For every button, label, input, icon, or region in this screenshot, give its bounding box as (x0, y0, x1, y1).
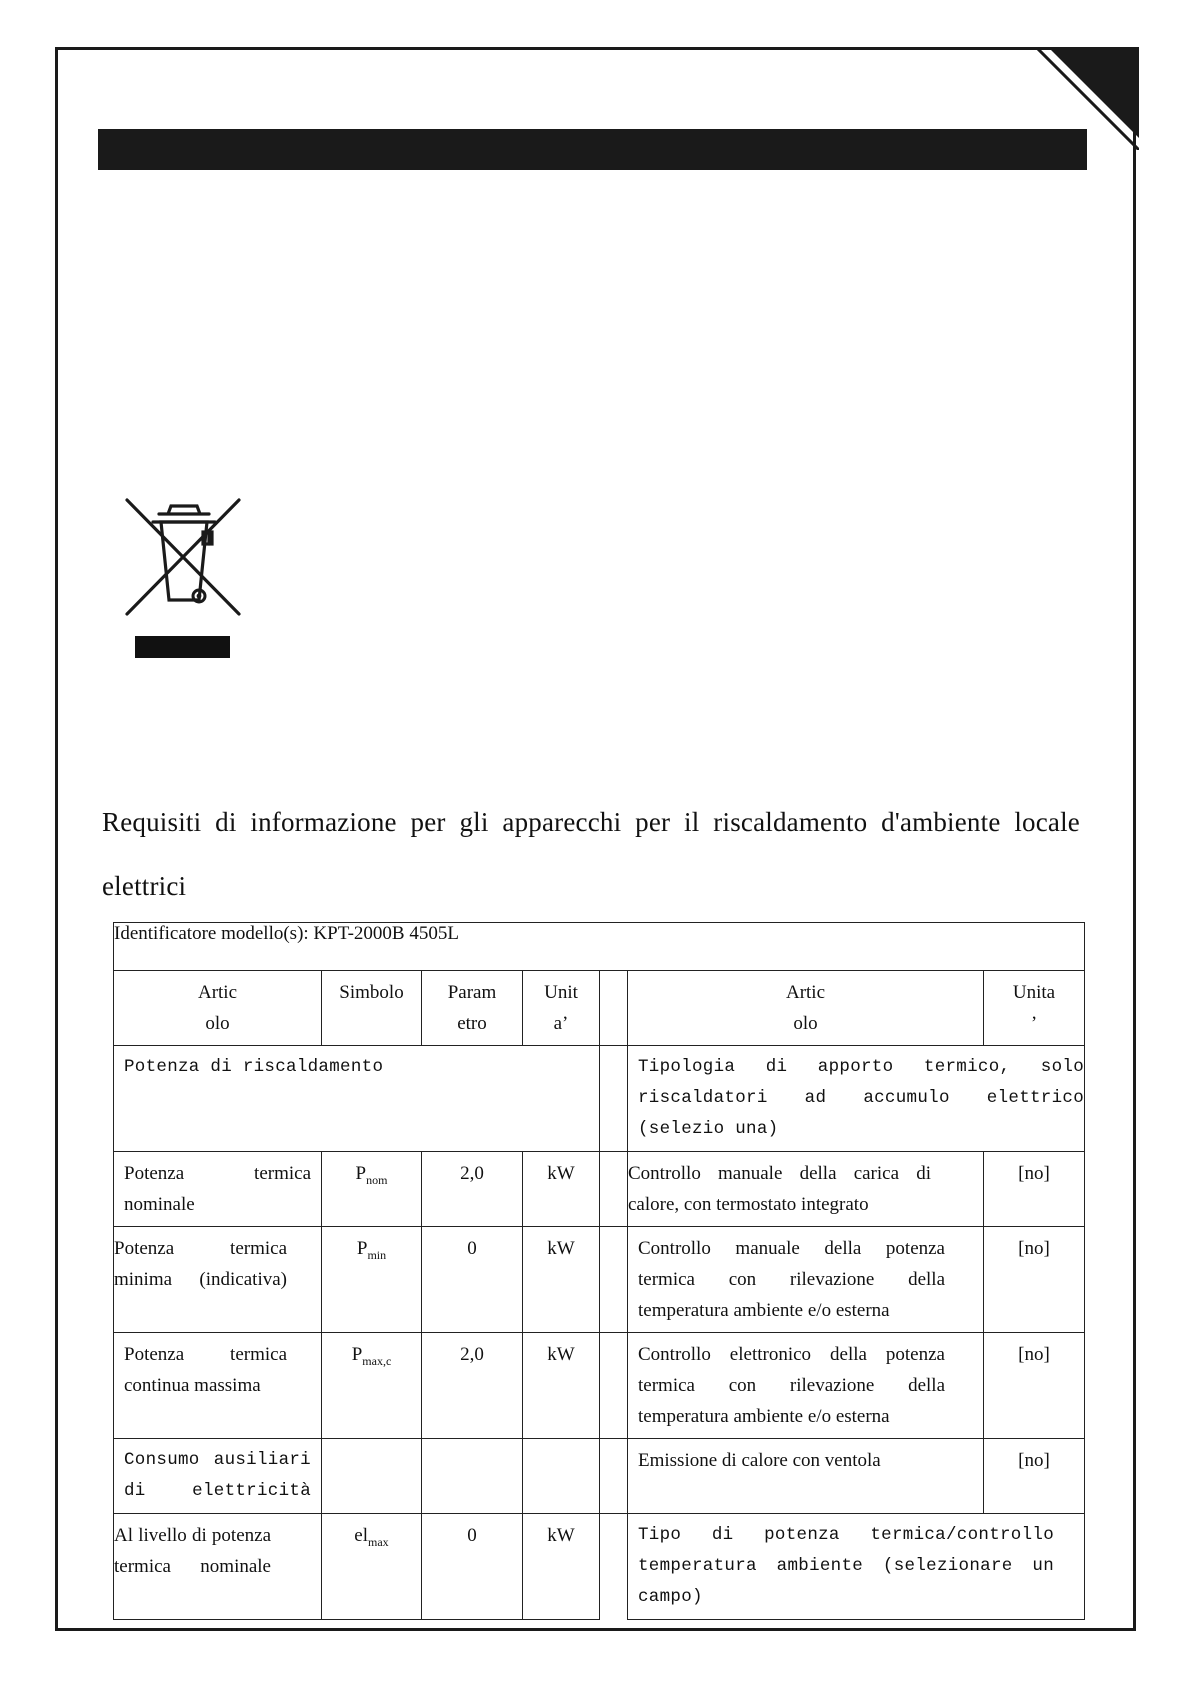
row-symbol-sub: max,c (362, 1353, 392, 1368)
header-bar (98, 129, 1087, 170)
row-value: 0 (422, 1514, 523, 1620)
row-right-value: [no] (984, 1227, 1085, 1333)
col-header-right-unita (984, 971, 1085, 1046)
row-symbol-main: el (354, 1525, 369, 1546)
row-item: Potenza termica nominale (114, 1152, 322, 1227)
page-heading: Requisiti di informazione per gli apparecchi per il riscaldamento d'ambiente locale elettrici (102, 807, 1080, 901)
col-header-articolo (114, 971, 322, 1046)
right-section-title: Tipologia di apporto termico, solo riscaldatori ad accumulo elettrico (selezio una) (628, 1046, 1085, 1152)
row-right-value: [no] (984, 1152, 1085, 1227)
row-symbol (322, 1333, 422, 1439)
row-right-item: Controllo manuale della carica di calore, con termostato integrato (628, 1152, 984, 1227)
row-right-item: Emissione di calore con ventola (628, 1439, 984, 1514)
row-symbol (322, 1514, 422, 1620)
row-unit: kW (523, 1227, 600, 1333)
row-symbol-main: P (356, 1238, 368, 1259)
col-header-unita-line2: a’ (553, 1013, 569, 1034)
row-item: Consumo ausiliari di elettricità (114, 1439, 322, 1514)
row-value: 2,0 (422, 1333, 523, 1439)
column-gap (600, 1333, 628, 1439)
row-unit: kW (523, 1152, 600, 1227)
table-row (114, 1227, 1085, 1333)
col-header-simbolo: Simbolo (322, 971, 422, 1046)
row-symbol-sub: nom (366, 1172, 388, 1187)
row-item: Al livello di potenza termica nominale (114, 1514, 322, 1620)
column-gap (600, 1439, 628, 1514)
row-right-item: Controllo manuale della potenza termica con rilevazione della temperatura ambiente e/o esterna (628, 1227, 984, 1333)
column-gap (600, 971, 628, 1046)
table-row (114, 1152, 1085, 1227)
row-unit (523, 1439, 600, 1514)
row-right-value: [no] (984, 1333, 1085, 1439)
row-symbol-main: P (355, 1163, 367, 1184)
section-row (114, 1046, 1085, 1152)
col-header-right-unita-line1: Unita (1012, 982, 1056, 1003)
header-row (114, 971, 1085, 1046)
model-row (114, 923, 1085, 971)
table-row (114, 1333, 1085, 1439)
col-header-right-articolo (628, 971, 984, 1046)
column-gap (600, 1046, 628, 1152)
row-item: Potenza termica continua massima (114, 1333, 322, 1439)
column-gap (600, 1514, 628, 1620)
col-header-right-unita-line2: ’ (1030, 1013, 1038, 1034)
row-right-item: Controllo elettronico della potenza termica con rilevazione della temperatura ambiente e/o esterna (628, 1333, 984, 1439)
row-value (422, 1439, 523, 1514)
row-unit: kW (523, 1333, 600, 1439)
row-value: 2,0 (422, 1152, 523, 1227)
row-value: 0 (422, 1227, 523, 1333)
row-symbol (322, 1439, 422, 1514)
column-gap (600, 1227, 628, 1333)
col-header-articolo-line1: Artic (197, 982, 238, 1003)
weee-crossed-bin-icon (123, 492, 245, 662)
col-header-parametro (422, 971, 523, 1046)
model-identifier: Identificatore modello(s): KPT-2000B 4505L (114, 923, 1085, 971)
spec-table (113, 922, 1085, 1620)
row-symbol-main: P (351, 1344, 363, 1365)
row-right-item: Tipo di potenza termica/controllo temperatura ambiente (selezionare un campo) (628, 1514, 1085, 1620)
table-row (114, 1439, 1085, 1514)
row-symbol-sub: max (368, 1534, 389, 1549)
column-gap (600, 1152, 628, 1227)
col-header-right-articolo-line1: Artic (785, 982, 826, 1003)
row-right-value: [no] (984, 1439, 1085, 1514)
col-header-parametro-line2: etro (457, 1013, 487, 1034)
col-header-unita-line1: Unit (544, 982, 578, 1003)
col-header-articolo-line2: olo (205, 1013, 230, 1034)
row-unit: kW (523, 1514, 600, 1620)
row-symbol-sub: min (367, 1247, 387, 1262)
row-symbol (322, 1152, 422, 1227)
col-header-right-articolo-line2: olo (793, 1013, 818, 1034)
col-header-unita (523, 971, 600, 1046)
row-symbol (322, 1227, 422, 1333)
table-row (114, 1514, 1085, 1620)
row-item: Potenza termica minima (indicativa) (114, 1227, 322, 1333)
left-section-title: Potenza di riscaldamento (114, 1046, 600, 1152)
col-header-parametro-line1: Param (447, 982, 497, 1003)
